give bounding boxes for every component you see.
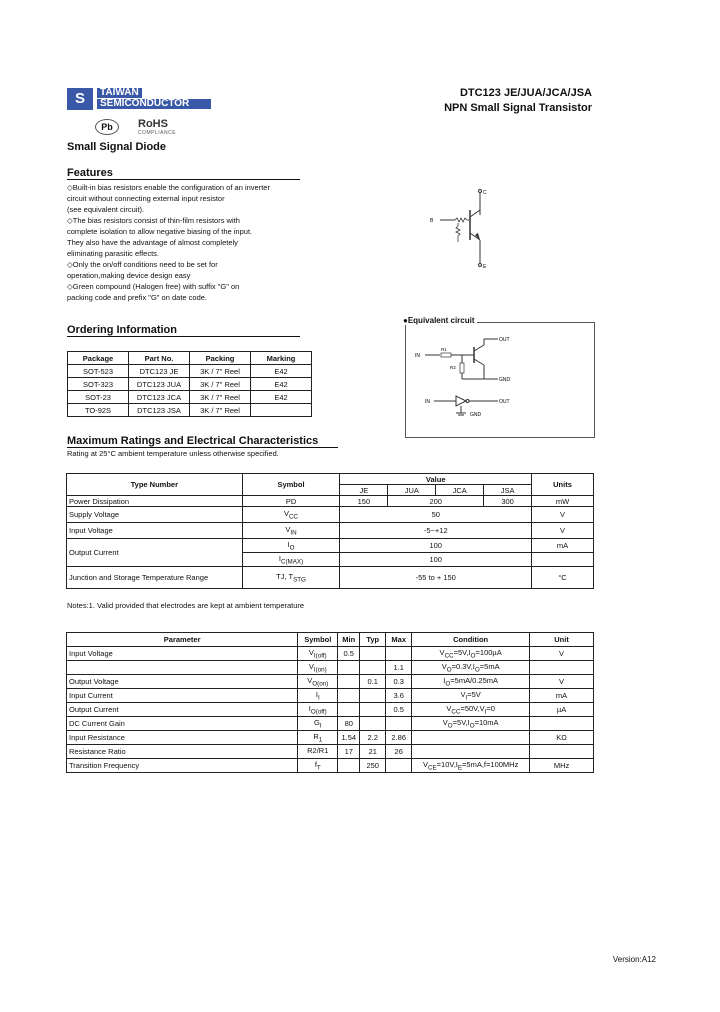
cell: 3K / 7" Reel (190, 391, 251, 404)
table-row (67, 567, 594, 589)
cell (298, 731, 338, 745)
table-header: Symbol (242, 474, 340, 496)
cell: -55 to + 150 (340, 567, 532, 589)
symbol: G (313, 717, 320, 727)
table-row (67, 703, 594, 717)
cell (67, 717, 298, 731)
max-ratings-table (66, 473, 594, 589)
cell (360, 675, 386, 689)
cell (412, 717, 530, 731)
param-name: Input Voltage (69, 649, 113, 658)
sub-header: JUA (388, 485, 436, 496)
symbol-sub: I (317, 694, 320, 702)
sub-header: JSA (484, 485, 532, 496)
unit: µA (556, 705, 567, 714)
cell: E42 (251, 365, 312, 378)
cell (338, 717, 360, 731)
cell: 100 (340, 539, 532, 553)
cell (360, 759, 386, 773)
cell (67, 675, 298, 689)
cond: =5mA,f=100MHz (462, 759, 519, 769)
cell (412, 661, 530, 675)
feature-line: ◇Green compound (Halogen free) with suffix "G" on (67, 282, 240, 291)
cell (298, 675, 338, 689)
table-row (68, 404, 312, 417)
feature-line: circuit without connecting external input resistor (67, 194, 225, 203)
cell: 150 (340, 496, 388, 507)
gnd-label-2: GND (470, 412, 482, 418)
unit: MHz (553, 761, 570, 770)
typ-value: 2.2 (367, 733, 378, 742)
feature-line: They also have the advantage of almost completely (67, 238, 238, 247)
part-number-title: DTC123 JE/JUA/JCA/JSA (459, 87, 592, 99)
cell: mA (532, 539, 594, 553)
symbol-sub: C(MAX) (280, 558, 304, 566)
cell (338, 661, 360, 675)
cell: 3K / 7" Reel (190, 404, 251, 417)
cell (386, 661, 412, 675)
cell (386, 745, 412, 759)
table-header: Symbol (298, 633, 338, 647)
cell: DTC123 JSA (129, 404, 190, 417)
cell: Supply Voltage (67, 507, 243, 523)
cond-sub: O (469, 722, 475, 730)
cell (298, 759, 338, 773)
cell: DTC123 JCA (129, 391, 190, 404)
transistor-symbol (425, 185, 505, 270)
out-label-2: OUT (499, 399, 510, 405)
symbol: V (284, 508, 290, 518)
cond: I (443, 675, 446, 685)
feature-line: ◇The bias resistors consist of thin-film resistors with (67, 216, 240, 225)
table-header: Units (532, 474, 594, 496)
symbol-sub: CC (289, 513, 299, 521)
cond-sub: O (470, 652, 476, 660)
cell (386, 689, 412, 703)
table-header: Part No. (129, 352, 190, 365)
cell: SOT-523 (68, 365, 129, 378)
cell: E42 (251, 391, 312, 404)
cell (530, 731, 594, 745)
cond: =0 (486, 703, 495, 713)
table-row (67, 731, 594, 745)
symbol-sub: STG (293, 576, 306, 584)
cond: V (441, 661, 447, 671)
cell (530, 703, 594, 717)
cell: DTC123 JE (129, 365, 190, 378)
cell (338, 745, 360, 759)
in-label-2: IN (425, 399, 430, 405)
notes: Notes:1. Valid provided that electrodes are kept at ambient temperature (67, 601, 305, 610)
symbol-sub: I(off) (313, 652, 327, 660)
param-name: Output Voltage (69, 677, 119, 686)
cell (67, 759, 298, 773)
cell: PD (242, 496, 340, 507)
cell (242, 523, 340, 539)
cell (412, 689, 530, 703)
cell (251, 404, 312, 417)
table-row (67, 717, 594, 731)
version-label: Version:A12 (612, 955, 656, 964)
table-header: Marking (251, 352, 312, 365)
company-name-line2: SEMICONDUCTOR (97, 99, 211, 109)
max-ratings-note: Rating at 25°C ambient temperature unless otherwise specified. (67, 449, 279, 458)
cell: Junction and Storage Temperature Range (67, 567, 243, 589)
cell (412, 675, 530, 689)
cond: V (446, 703, 452, 713)
cell (360, 731, 386, 745)
cond: V (439, 647, 445, 657)
pb-free-icon: Pb (95, 119, 119, 135)
table-header: Min (338, 633, 360, 647)
min-value: 17 (344, 747, 353, 756)
min-value: 1.54 (341, 733, 357, 742)
cell (360, 703, 386, 717)
cond: =0.3V,I (451, 661, 475, 671)
cell: 100 (340, 553, 532, 567)
cond: =100µA (475, 647, 502, 657)
table-row (68, 365, 312, 378)
cell (412, 759, 530, 773)
company-name-line1: TAIWAN (97, 88, 142, 98)
r1-label: R1 (441, 347, 447, 352)
cond: V (442, 717, 448, 727)
max-value: 3.6 (393, 691, 404, 700)
cell (360, 661, 386, 675)
features-heading: Features (67, 167, 300, 180)
symbol: V (308, 661, 314, 671)
symbol-sub: IN (290, 529, 297, 537)
symbol: R2/R1 (307, 745, 329, 755)
cell (67, 689, 298, 703)
cell: SOT-323 (68, 378, 129, 391)
feature-line: operation,making device design easy (67, 271, 191, 280)
cond: =5mA (479, 661, 500, 671)
cond: =10mA (474, 717, 499, 727)
symbol: I (315, 689, 318, 699)
cell (530, 689, 594, 703)
collector-label: C (483, 190, 487, 196)
cell: TO-92S (68, 404, 129, 417)
cond-sub: I (484, 708, 487, 716)
symbol: R (313, 731, 319, 741)
cell (67, 703, 298, 717)
cell: DTC123 JUA (129, 378, 190, 391)
cond: V (422, 759, 428, 769)
param-name: Input Resistance (69, 733, 125, 742)
table-row (67, 675, 594, 689)
equivalent-circuit-diagram (410, 335, 590, 430)
emitter-label: E (483, 264, 487, 270)
ordering-table (67, 351, 312, 417)
max-value: 2.86 (391, 733, 406, 742)
cond: =5mA/0.25mA (450, 675, 498, 685)
cell (67, 647, 298, 661)
unit: V (559, 649, 565, 658)
symbol: V (285, 524, 291, 534)
cell (67, 731, 298, 745)
table-row (67, 496, 594, 507)
symbol-sub: I(on) (313, 666, 327, 674)
max-value: 0.5 (393, 705, 404, 714)
part-description: NPN Small Signal Transistor (444, 102, 592, 114)
table-row (67, 523, 594, 539)
table-row (67, 745, 594, 759)
cell: 300 (484, 496, 532, 507)
typ-value: 0.1 (367, 677, 378, 686)
cell: Input Voltage (67, 523, 243, 539)
cell (338, 759, 360, 773)
feature-line: ◇Only the on/off conditions need to be set for (67, 260, 218, 269)
symbol: I (278, 553, 281, 563)
cell: 200 (388, 496, 484, 507)
cell (338, 647, 360, 661)
cell: -5~+12 (340, 523, 532, 539)
equivalent-circuit-title: ●Equivalent circuit (403, 316, 475, 325)
gnd-label: GND (499, 377, 511, 383)
typ-value: 250 (366, 761, 379, 770)
table-row (67, 661, 594, 675)
features-list (67, 182, 307, 303)
symbol-sub: T (316, 764, 321, 772)
table-header: Packing (190, 352, 251, 365)
out-label: OUT (499, 337, 510, 343)
cell (338, 675, 360, 689)
cell (67, 661, 298, 675)
min-value: 0.5 (343, 649, 354, 658)
symbol-sub: O(off) (310, 708, 327, 716)
unit: mA (555, 691, 568, 700)
cond: =10V,I (436, 759, 458, 769)
cell (338, 703, 360, 717)
cell (386, 647, 412, 661)
cond-sub: O (445, 680, 451, 688)
cell (298, 661, 338, 675)
symbol-sub: I (319, 722, 322, 730)
cell (530, 745, 594, 759)
cond-sub: O (474, 666, 480, 674)
symbol: V (307, 675, 313, 685)
cond-sub: CE (427, 764, 437, 772)
cell (242, 567, 340, 589)
cond: V (460, 689, 466, 699)
cond-sub: I (465, 694, 468, 702)
cell: Power Dissipation (67, 496, 243, 507)
feature-line: complete isolation to allow negative biasing of the input. (67, 227, 253, 236)
cell (530, 675, 594, 689)
cell (298, 689, 338, 703)
cell: SOT-23 (68, 391, 129, 404)
cell: °C (532, 567, 594, 589)
cell: V (532, 523, 594, 539)
table-header: Typ (360, 633, 386, 647)
cell (530, 759, 594, 773)
cell (298, 703, 338, 717)
max-value: 0.3 (393, 677, 404, 686)
sub-header: JE (340, 485, 388, 496)
cell: 50 (340, 507, 532, 523)
table-row (68, 391, 312, 404)
company-logo-mark: S (67, 88, 93, 110)
feature-line: ◇Built-in bias resistors enable the configuration of an inverter (67, 183, 270, 192)
table-header: Max (386, 633, 412, 647)
cond-sub: E (457, 764, 463, 772)
symbol-sub: O(on) (312, 680, 329, 688)
cond: =5V,I (453, 647, 471, 657)
feature-line: eliminating parasitic effects. (67, 249, 159, 258)
max-value: 26 (394, 747, 403, 756)
param-name: Transition Frequency (69, 761, 140, 770)
cell (242, 539, 340, 553)
cell (298, 717, 338, 731)
cell (298, 647, 338, 661)
cell (338, 731, 360, 745)
cell (412, 731, 530, 745)
symbol: f (314, 759, 317, 769)
electrical-characteristics-table (66, 632, 594, 773)
cell (360, 745, 386, 759)
rohs-logo: RoHS (138, 118, 168, 130)
cell (530, 717, 594, 731)
cell (242, 507, 340, 523)
table-row (67, 507, 594, 523)
cond: =50V,V (460, 703, 485, 713)
sub-header: JCA (436, 485, 484, 496)
document-subtitle: Small Signal Diode (67, 141, 167, 153)
cond-sub: O (446, 666, 452, 674)
max-ratings-heading: Maximum Ratings and Electrical Characteristics (67, 435, 338, 448)
cond: =5V,I (452, 717, 470, 727)
cell (412, 647, 530, 661)
cell: 3K / 7" Reel (190, 365, 251, 378)
symbol: I (287, 539, 290, 549)
table-header: Package (68, 352, 129, 365)
cell: Output Current (67, 539, 243, 567)
param-name: DC Current Gain (69, 719, 125, 728)
table-header: Parameter (67, 633, 298, 647)
cell (386, 675, 412, 689)
cell (386, 731, 412, 745)
cond-sub: O (447, 722, 453, 730)
symbol-sub: O (289, 544, 295, 552)
table-row (68, 378, 312, 391)
param-name: Input Current (69, 691, 113, 700)
cell (386, 717, 412, 731)
unit: V (559, 677, 565, 686)
table-header: Type Number (67, 474, 243, 496)
cell (412, 703, 530, 717)
cond-sub: CC (444, 652, 454, 660)
table-header: Unit (530, 633, 594, 647)
cell: 3K / 7" Reel (190, 378, 251, 391)
cell (360, 647, 386, 661)
table-header: Condition (412, 633, 530, 647)
cell (532, 553, 594, 567)
cell (530, 661, 594, 675)
rohs-sub: COMPLIANCE (138, 130, 177, 136)
r2-label: R2 (450, 365, 456, 370)
unit: KΩ (556, 733, 567, 742)
cell (412, 745, 530, 759)
cond-sub: CC (451, 708, 461, 716)
table-header: Value (340, 474, 532, 485)
param-name: Output Current (69, 705, 119, 714)
in-label: IN (415, 353, 420, 359)
cell (298, 745, 338, 759)
cell (386, 759, 412, 773)
cell: mW (532, 496, 594, 507)
cell: E42 (251, 378, 312, 391)
cell (530, 647, 594, 661)
cell (360, 689, 386, 703)
base-label: B (430, 218, 434, 224)
cell (360, 717, 386, 731)
typ-value: 21 (368, 747, 377, 756)
table-row (67, 539, 594, 553)
symbol: TJ, T (276, 571, 294, 581)
feature-line: (see equivalent circuit). (67, 205, 145, 214)
symbol: V (308, 647, 314, 657)
min-value: 80 (344, 719, 353, 728)
ordering-heading: Ordering Information (67, 324, 300, 337)
table-row (67, 689, 594, 703)
feature-line: packing code and prefix "G" on date code. (67, 293, 207, 302)
cell (242, 553, 340, 567)
table-row (67, 647, 594, 661)
table-row (67, 759, 594, 773)
symbol-sub: 1 (318, 736, 323, 744)
cell (386, 703, 412, 717)
cond: =5V (467, 689, 481, 699)
max-value: 1.1 (393, 663, 404, 672)
cell (67, 745, 298, 759)
symbol: I (308, 703, 311, 713)
cell (338, 689, 360, 703)
cell: V (532, 507, 594, 523)
param-name: Resistance Ratio (69, 747, 126, 756)
